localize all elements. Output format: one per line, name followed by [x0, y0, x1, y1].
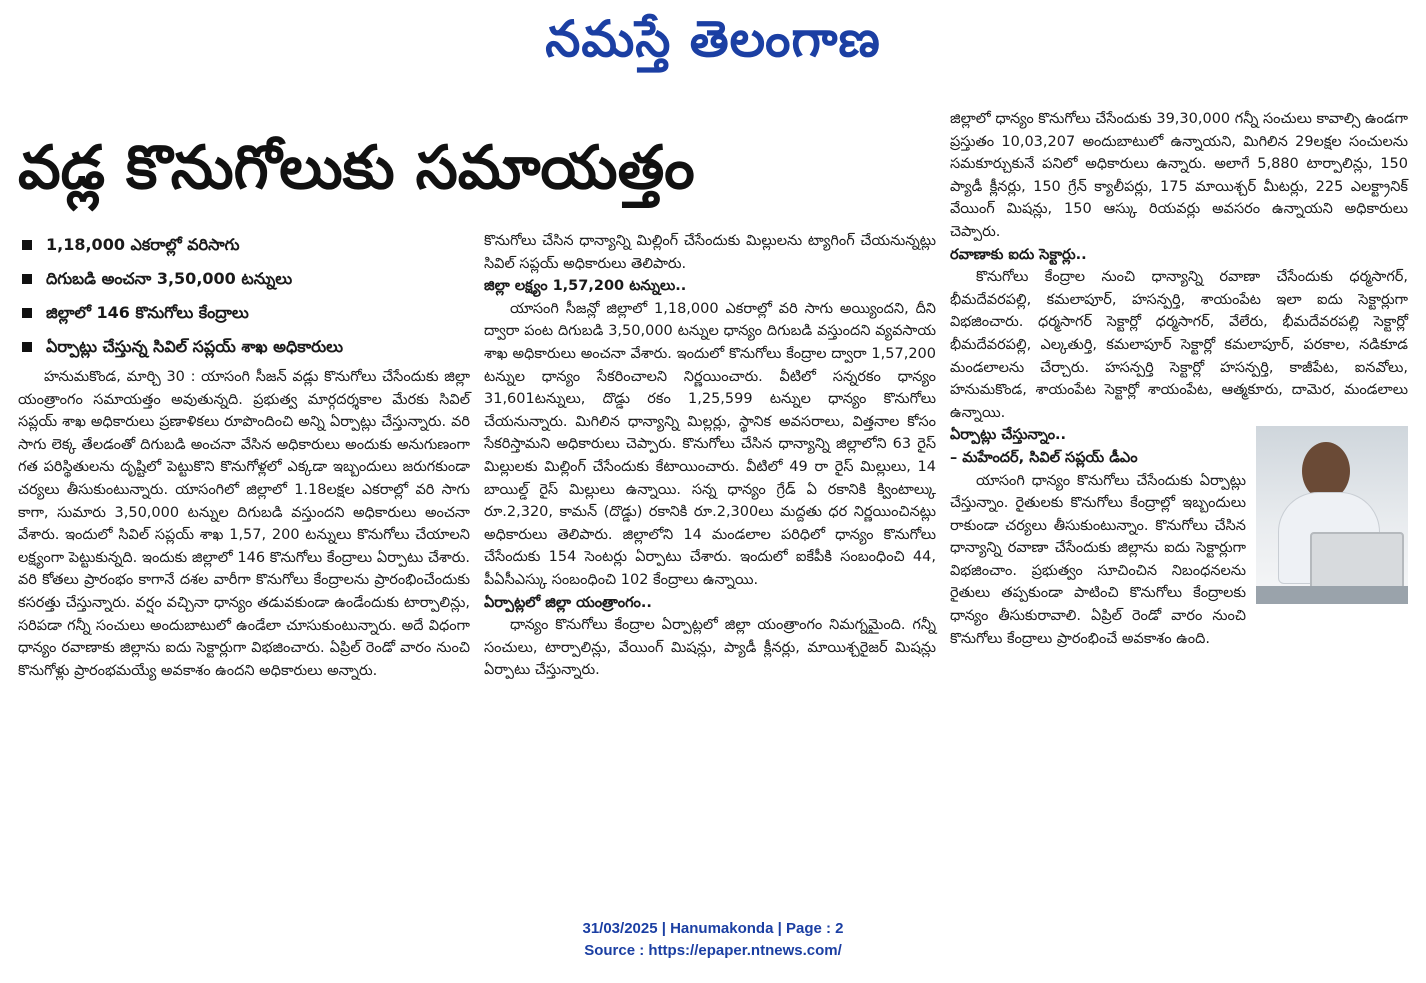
subheading: ఏర్పాట్లలో జిల్లా యంత్రాంగం.. — [484, 594, 652, 611]
column-2 — [484, 230, 936, 682]
column-1-body — [18, 366, 470, 682]
paragraph: ధాన్యం కొనుగోలు కేంద్రాల ఏర్పాట్లలో జిల్లా యంత్రాంగం నిమగ్నమైంది. గన్నీ సంచులు, టార్పాలిన్లు, వేయింగ్ మిషన్లు, ప్యాడీ క్లీనర్లు, మాయిశ్చరైజర్ మిషన్లు ఏర్పాటు చేస్తున్నారు. — [484, 617, 936, 679]
photo-desk — [1256, 586, 1408, 604]
subheading: రవాణాకు ఐదు సెక్టార్లు.. — [950, 246, 1087, 263]
paragraph: యాసంగి సీజన్లో జిల్లాలో 1,18,000 ఎకరాల్లో వరి సాగు అయ్యిందని, దీని ద్వారా పంట దిగుబడి 3,50,000 టన్నుల ధాన్యం దిగుబడి వస్తుందని వ్యవసాయ శాఖ అధికారులు అంచనా వేశారు. ఇందులో కొనుగోలు కేంద్రాల ద్వారా 1,57,200 టన్నుల ధాన్యం సేకరించాలని నిర్ణయించారు. వీటిలో సన్నరకం ధాన్యం 31,601టన్నులు, దొడ్డు రకం 1,25,599 టన్నుల ధాన్యం కొనుగోలు చేయనున్నారు. మిగిలిన ధాన్యాన్ని మిల్లర్లు, స్థానిక అవసరాలు, విత్తనాల కోసం సేకరిస్తామని అధికారులు చెప్పారు. కొనుగోలు చేసిన ధాన్యాన్ని జిల్లాలోని 63 రైస్ మిల్లులకు మిల్లింగ్ చేసేందుకు కేటాయించారు. వీటిలో 49 రా రైస్ మిల్లులు, 14 బాయిల్డ్ రైస్ మిల్లులు ఉన్నాయి. సన్న ధాన్యం గ్రేడ్ ఏ రకానికి క్వింటాల్కు రూ.2,320, కామన్ (దొడ్డు) రకానికి రూ.2,300లు మద్దతు ధర నిర్ణయించినట్లు అధికారులు తెలిపారు. జిల్లాలోని 14 మండలాల పరిధిలో ధాన్యం కొనుగోలు చేసేందుకు 154 సెంటర్లు ఏర్పాటు చేశారు. ఇందులో ఐకేపీకి సంబంధించి 44, పీఏసీఎస్కు సంబంధించి 102 కేంద్రాలు ఉన్నాయి. — [484, 300, 936, 588]
article — [18, 108, 1408, 898]
paragraph: జిల్లాలో ధాన్యం కొనుగోలు చేసేందుకు 39,30,000 గన్నీ సంచులు కావాల్సి ఉండగా ప్రస్తుతం 10,03,207 అందుబాటులో ఉన్నాయని, మిగిలిన 29లక్షల సంచులను సమకూర్చుకునే పనిలో అధికారులు ఉన్నారు. అలాగే 5,880 టార్పాలిన్లు, 150 ప్యాడీ క్లీనర్లు, 150 గ్రేన్ క్యాలీపర్లు, 175 మాయిశ్చర్ మీటర్లు, 225 ఎలక్ట్రానిక్ వేయింగ్ మిషన్లు, 150 ఆస్కు రియవర్లు అవసరం ఉన్నాయని అధికారులు చెప్పారు. — [950, 111, 1408, 240]
highlight-item: దిగుబడి అంచనా 3,50,000 టన్నులు — [18, 262, 470, 296]
laptop-icon — [1310, 532, 1404, 594]
column-3 — [950, 108, 1408, 650]
highlights-list — [18, 228, 470, 364]
subheading: ఏర్పాట్లు చేస్తున్నాం.. — [950, 427, 1067, 444]
paragraph: కొనుగోలు కేంద్రాల నుంచి ధాన్యాన్ని రవాణా చేసేందుకు ధర్మసాగర్, భీమదేవరపల్లి, కమలాపూర్, హసన్పర్తి, శాయంపేట ఇలా ఐదు సెక్టార్లుగా విభజించారు. ధర్మసాగర్ సెక్టార్లో ధర్మసాగర్, వేలేరు, భీమదేవరపల్లి సెక్టార్లో భీమదేవరపల్లి, ఎల్కతుర్తి, కమలాపూర్ సెక్టార్లో కమలాపూర్, పరకాల, నడికూడ మండలాలను చేర్చారు. హసన్పర్తి సెక్టార్లో హసన్పర్తి, కాజీపేట, ఐనవోలు, హనుమకొండ, శాయంపేట సెక్టార్లో శాయంపేట, ఆత్మకూరు, దామెర, మండలాలు ఉన్నాయి. — [950, 269, 1408, 421]
headline: వడ్ల కొనుగోలుకు సమాయత్తం — [18, 133, 695, 203]
footer-date-edition: 31/03/2025 | Hanumakonda | Page : 2 — [582, 920, 844, 937]
highlight-item: 1,18,000 ఎకరాల్లో వరిసాగు — [18, 228, 470, 262]
quote-attribution: – మహేందర్, సివిల్ సప్లయ్ డీఎం — [950, 449, 1138, 466]
subheading: జిల్లా లక్ష్యం 1,57,200 టన్నులు.. — [484, 278, 687, 295]
official-photo — [1256, 426, 1408, 604]
paragraph: యాసంగి ధాన్యం కొనుగోలు చేసేందుకు ఏర్పాట్లు చేస్తున్నాం. రైతులకు కొనుగోలు కేంద్రాల్లో ఇబ్బందులు రాకుండా చర్యలు తీసుకుంటున్నాం. కొనుగోలు చేసిన ధాన్యాన్ని రవాణా చేసేందుకు జిల్లాను ఐదు సెక్టార్లుగా విభజించాం. ప్రభుత్వం సూచించిన నిబంధనలను రైతులు తప్పకుండా పాటించి కొనుగోలు కేంద్రాలకు ధాన్యం తీసుకురావాలి. ఏప్రిల్ రెండో వారం నుంచి కొనుగోలు కేంద్రాలు ప్రారంభించే అవకాశం ఉంది. — [950, 472, 1246, 647]
masthead — [0, 6, 1426, 76]
paragraph: హనుమకొండ, మార్చి 30 : యాసంగి సీజన్ వడ్లు కొనుగోలు చేసేందుకు జిల్లా యంత్రాంగం సమాయత్తం అవుతున్నది. ప్రభుత్వ మార్గదర్శకాల మేరకు సివిల్ సప్లయ్ శాఖ అధికారులు ప్రణాళికలు రూపొందించి అన్ని ఏర్పాట్లు చేస్తున్నారు. వరి సాగు లెక్క తేలడంతో దిగుబడి అంచనా వేసిన అధికారులు అందుకు అనుగుణంగా గత పరిస్థితులను దృష్టిలో పెట్టుకొని కొనుగోళ్లలో ఎక్కడా ఇబ్బందులు జరుగకుండా చర్యలు తీసుకుంటున్నారు. యాసంగిలో జిల్లాలో 1.18లక్షల ఎకరాల్లో వరి సాగు కాగా, సుమారు 3,50,000 టన్నుల దిగుబడి వస్తుందని అధికారులు అంచనా వేశారు. ఇందులో సివిల్ సప్లయ్ శాఖ 1,57, 200 టన్నులు కొనుగోలు చేయాలని లక్ష్యంగా పెట్టుకున్నది. ఇందుకు జిల్లాలో 146 కొనుగోలు కేంద్రాలు ఏర్పాటు చేశారు. వరి కోతలు ప్రారంభం కాగానే దశల వారీగా కొనుగోలు కేంద్రాలను ప్రారంభించేందుకు కసరత్తు చేస్తున్నారు. వర్షం వచ్చినా ధాన్యం తడువకుండా ఉండేందుకు టార్పాలిన్లు, సరిపడా గన్నీ సంచులు అందుబాటులో ఉండేలా చూసుకుంటున్నారు. అదే విధంగా ధాన్యం రవాణాకు జిల్లాను ఐదు సెక్టార్లుగా విభజించారు. ఏప్రిల్ రెండో వారం నుంచి కొనుగోళ్లు ప్రారంభమయ్యే అవకాశం ఉందని అధికారులు అన్నారు. — [18, 369, 470, 679]
masthead-logo: నమస్తే తెలంగాణ — [545, 9, 881, 68]
footer — [0, 918, 1426, 962]
highlight-item: జిల్లాలో 146 కొనుగోలు కేంద్రాలు — [18, 296, 470, 330]
highlight-item: ఏర్పాట్లు చేస్తున్న సివిల్ సప్లయ్ శాఖ అధికారులు — [18, 330, 470, 364]
paragraph: కొనుగోలు చేసిన ధాన్యాన్ని మిల్లింగ్ చేసేందుకు మిల్లులను ట్యాగింగ్ చేయనున్నట్లు సివిల్ సప్లయ్ అధికారులు తెలిపారు. — [484, 233, 936, 272]
footer-source: Source : https://epaper.ntnews.com/ — [584, 942, 842, 959]
